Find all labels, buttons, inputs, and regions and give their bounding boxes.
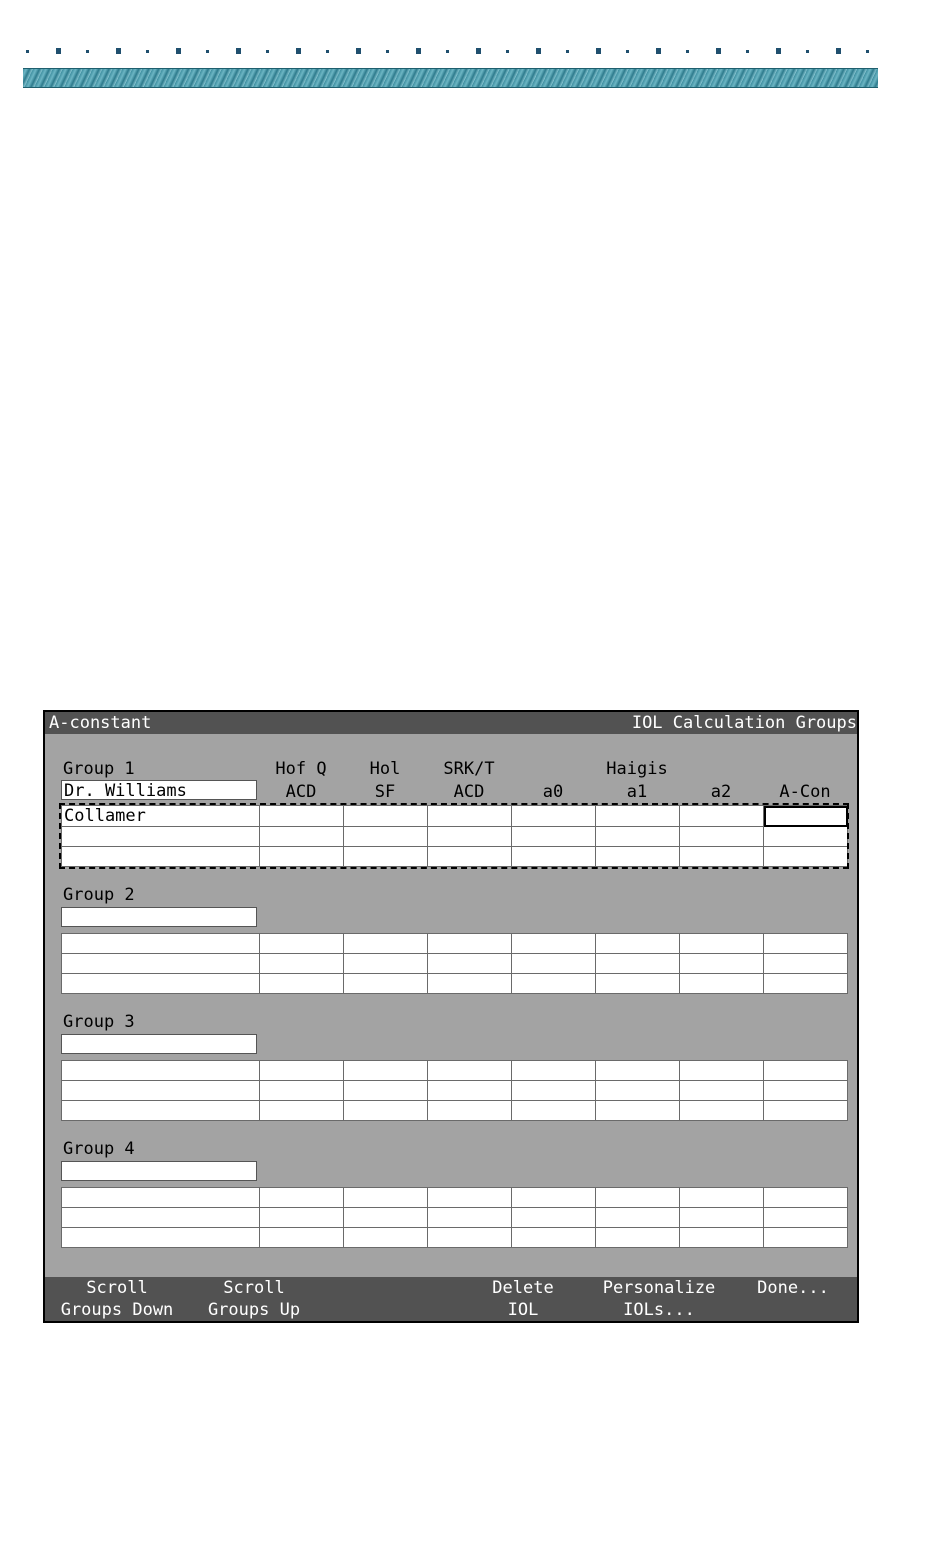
acon-cell[interactable]	[764, 954, 848, 974]
col-acon: A-Con	[779, 782, 831, 802]
a2-cell[interactable]	[680, 974, 764, 994]
acon-cell[interactable]	[764, 847, 848, 867]
group-3-table	[61, 1060, 848, 1121]
iol-name-cell[interactable]	[62, 1101, 260, 1121]
a0-cell[interactable]	[512, 1101, 596, 1121]
hol-sf-cell[interactable]	[344, 1101, 428, 1121]
iol-name-cell[interactable]	[62, 934, 260, 954]
group-4-name-field[interactable]	[61, 1161, 257, 1181]
srkt-acd-cell[interactable]	[428, 974, 512, 994]
group-1-name-field[interactable]: Dr. Williams	[61, 780, 257, 800]
iol-name-cell[interactable]	[62, 1081, 260, 1101]
a1-cell[interactable]	[596, 1061, 680, 1081]
table-row	[62, 934, 848, 954]
softkey-label: IOL	[507, 1300, 539, 1320]
title-bar	[45, 712, 857, 734]
table-row	[62, 1208, 848, 1228]
col-a0: a0	[542, 782, 564, 802]
a1-cell[interactable]	[596, 974, 680, 994]
iol-name-cell[interactable]	[62, 1188, 260, 1208]
a2-cell[interactable]	[680, 1061, 764, 1081]
table-row	[62, 1061, 848, 1081]
srkt-acd-cell[interactable]	[428, 1081, 512, 1101]
col-a2: a2	[710, 782, 732, 802]
hofq-acd-cell[interactable]	[260, 1188, 344, 1208]
acon-cell[interactable]	[764, 1081, 848, 1101]
iol-name-cell[interactable]	[62, 1208, 260, 1228]
group-4-label: Group 4	[63, 1139, 135, 1159]
srkt-acd-cell[interactable]	[428, 954, 512, 974]
srkt-acd-cell[interactable]	[428, 1208, 512, 1228]
a2-cell[interactable]	[680, 1188, 764, 1208]
acon-cell-active[interactable]	[764, 806, 848, 827]
softkey-label: IOLs...	[623, 1300, 695, 1320]
hofq-acd-cell[interactable]	[260, 1101, 344, 1121]
a0-cell[interactable]	[512, 1061, 596, 1081]
a1-cell[interactable]	[596, 827, 680, 847]
group-2-table	[61, 933, 848, 994]
srkt-acd-cell[interactable]	[428, 806, 512, 827]
a2-cell[interactable]	[680, 934, 764, 954]
group-3-label: Group 3	[63, 1012, 135, 1032]
softkey-label: Personalize	[602, 1278, 716, 1298]
a1-cell[interactable]	[596, 1208, 680, 1228]
a0-cell[interactable]	[512, 934, 596, 954]
personalize-iols-button[interactable]	[589, 1277, 729, 1321]
table-row	[62, 806, 848, 827]
a2-cell[interactable]	[680, 827, 764, 847]
a1-cell[interactable]	[596, 806, 680, 827]
iol-groups-screen	[43, 710, 859, 1323]
a1-cell[interactable]	[596, 1228, 680, 1248]
hofq-acd-cell[interactable]	[260, 827, 344, 847]
srkt-acd-cell[interactable]	[428, 827, 512, 847]
col-hofq-line2: ACD	[285, 782, 317, 802]
hol-sf-cell[interactable]	[344, 847, 428, 867]
hol-sf-cell[interactable]	[344, 1228, 428, 1248]
table-row	[62, 1101, 848, 1121]
a1-cell[interactable]	[596, 1101, 680, 1121]
iol-name-cell[interactable]	[62, 954, 260, 974]
a0-cell[interactable]	[512, 827, 596, 847]
col-hol-line2: SF	[374, 782, 396, 802]
col-srkt-line2: ACD	[453, 782, 485, 802]
table-row	[62, 847, 848, 867]
a0-cell[interactable]	[512, 974, 596, 994]
srkt-acd-cell[interactable]	[428, 1061, 512, 1081]
softkey-bar	[45, 1277, 857, 1321]
iol-name-cell[interactable]	[62, 1228, 260, 1248]
a2-cell[interactable]	[680, 1081, 764, 1101]
col-a1: a1	[626, 782, 648, 802]
hofq-acd-cell[interactable]	[260, 806, 344, 827]
hol-sf-cell[interactable]	[344, 934, 428, 954]
a2-cell[interactable]	[680, 954, 764, 974]
table-row	[62, 974, 848, 994]
acon-cell[interactable]	[764, 1188, 848, 1208]
hol-sf-cell[interactable]	[344, 827, 428, 847]
col-srkt-line1: SRK/T	[443, 759, 495, 779]
acon-cell[interactable]	[764, 934, 848, 954]
acon-cell[interactable]	[764, 1101, 848, 1121]
hol-sf-cell[interactable]	[344, 806, 428, 827]
iol-name-cell[interactable]	[62, 827, 260, 847]
a1-cell[interactable]	[596, 954, 680, 974]
a0-cell[interactable]	[512, 1081, 596, 1101]
delete-iol-button[interactable]	[475, 1277, 571, 1321]
decorative-header-band	[23, 68, 878, 88]
done-button[interactable]	[745, 1277, 841, 1321]
group-4-table	[61, 1187, 848, 1248]
iol-name-cell[interactable]	[62, 1061, 260, 1081]
hofq-acd-cell[interactable]	[260, 1228, 344, 1248]
a2-cell[interactable]	[680, 806, 764, 827]
softkey-label: Done...	[757, 1278, 829, 1298]
decorative-dot-line	[20, 44, 880, 58]
softkey-label: Groups Up	[207, 1300, 301, 1320]
hol-sf-cell[interactable]	[344, 1208, 428, 1228]
a2-cell[interactable]	[680, 1228, 764, 1248]
a1-cell[interactable]	[596, 934, 680, 954]
hol-sf-cell[interactable]	[344, 1061, 428, 1081]
srkt-acd-cell[interactable]	[428, 1188, 512, 1208]
scroll-groups-up-button[interactable]	[195, 1277, 313, 1321]
softkey-label: Delete	[492, 1278, 554, 1298]
table-row	[62, 1081, 848, 1101]
hofq-acd-cell[interactable]	[260, 974, 344, 994]
acon-cell[interactable]	[764, 1208, 848, 1228]
table-row	[62, 954, 848, 974]
table-row	[62, 827, 848, 847]
a0-cell[interactable]	[512, 1228, 596, 1248]
srkt-acd-cell[interactable]	[428, 1101, 512, 1121]
a1-cell[interactable]	[596, 1081, 680, 1101]
srkt-acd-cell[interactable]	[428, 847, 512, 867]
col-haigis: Haigis	[606, 759, 668, 779]
srkt-acd-cell[interactable]	[428, 1228, 512, 1248]
hofq-acd-cell[interactable]	[260, 954, 344, 974]
a1-cell[interactable]	[596, 847, 680, 867]
hofq-acd-cell[interactable]	[260, 1061, 344, 1081]
softkey-label: Scroll	[86, 1278, 148, 1298]
softkey-label: Groups Down	[60, 1300, 174, 1320]
hol-sf-cell[interactable]	[344, 954, 428, 974]
iol-name-cell[interactable]: Collamer	[62, 806, 260, 827]
group-1-table	[61, 805, 848, 867]
acon-cell[interactable]	[764, 1061, 848, 1081]
group-1-label: Group 1	[63, 759, 135, 779]
a0-cell[interactable]	[512, 1188, 596, 1208]
group-2-name-field[interactable]	[61, 907, 257, 927]
a2-cell[interactable]	[680, 1208, 764, 1228]
a0-cell[interactable]	[512, 1208, 596, 1228]
a0-cell[interactable]	[512, 806, 596, 827]
hol-sf-cell[interactable]	[344, 1188, 428, 1208]
table-row	[62, 1228, 848, 1248]
hol-sf-cell[interactable]	[344, 974, 428, 994]
srkt-acd-cell[interactable]	[428, 934, 512, 954]
group-2-label: Group 2	[63, 885, 135, 905]
acon-cell[interactable]	[764, 1228, 848, 1248]
iol-name-cell[interactable]	[62, 974, 260, 994]
a2-cell[interactable]	[680, 847, 764, 867]
screen-title: A-constant	[49, 713, 152, 733]
col-hol-line1: Hol	[369, 759, 401, 779]
screen-subtitle: IOL Calculation Groups	[631, 713, 857, 733]
col-hofq-line1: Hof Q	[275, 759, 327, 779]
scroll-groups-down-button[interactable]	[51, 1277, 183, 1321]
a0-cell[interactable]	[512, 954, 596, 974]
acon-cell[interactable]	[764, 827, 848, 847]
group-3-name-field[interactable]	[61, 1034, 257, 1054]
softkey-label: Scroll	[223, 1278, 285, 1298]
table-row	[62, 1188, 848, 1208]
hofq-acd-cell[interactable]	[260, 934, 344, 954]
hofq-acd-cell[interactable]	[260, 1081, 344, 1101]
acon-cell[interactable]	[764, 974, 848, 994]
a0-cell[interactable]	[512, 847, 596, 867]
hol-sf-cell[interactable]	[344, 1081, 428, 1101]
a1-cell[interactable]	[596, 1188, 680, 1208]
hofq-acd-cell[interactable]	[260, 847, 344, 867]
hofq-acd-cell[interactable]	[260, 1208, 344, 1228]
iol-name-cell[interactable]	[62, 847, 260, 867]
a2-cell[interactable]	[680, 1101, 764, 1121]
